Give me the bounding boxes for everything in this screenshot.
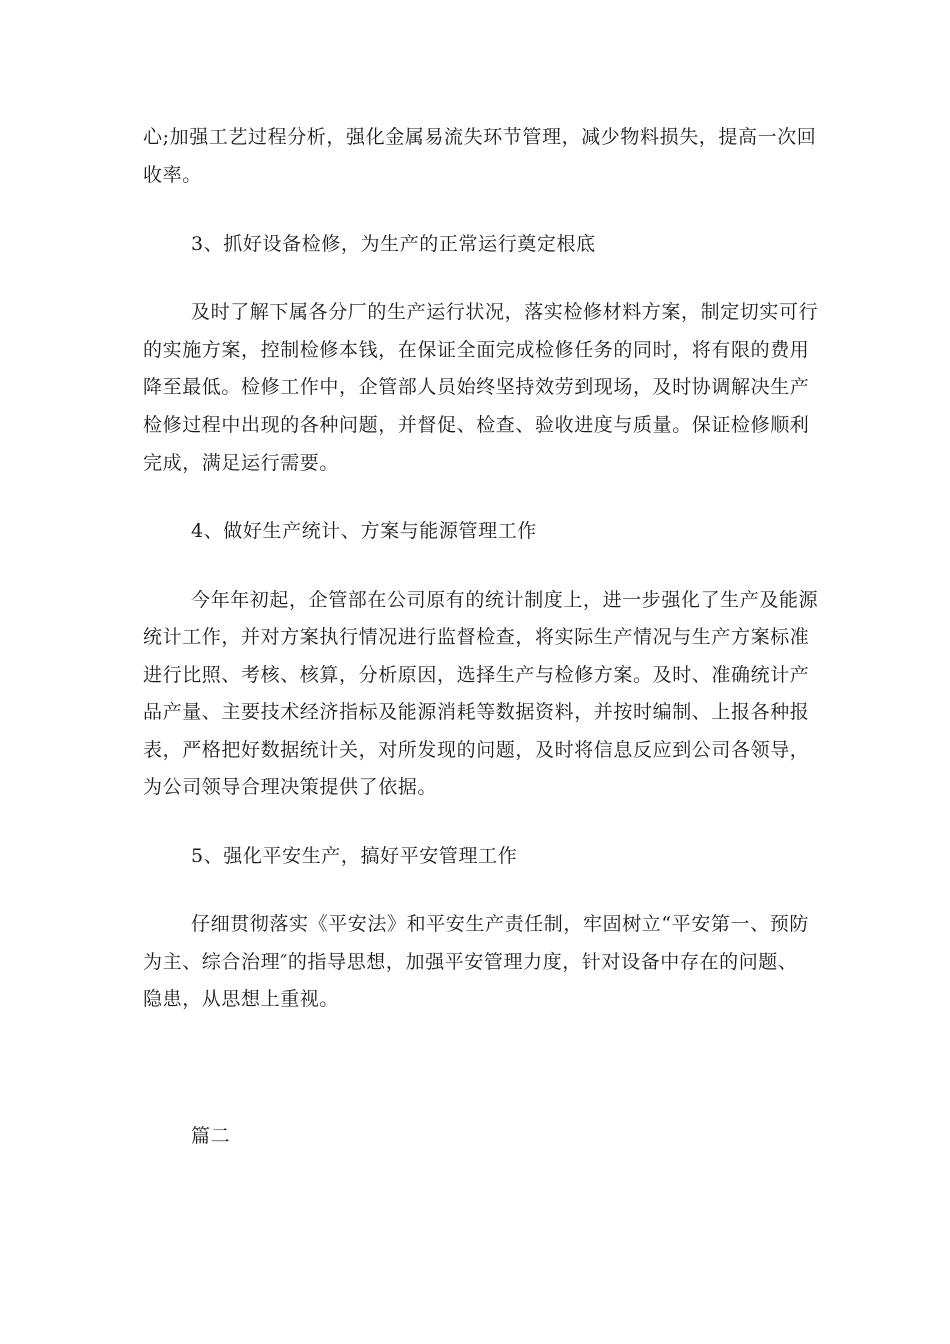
paragraph-line: 今年年初起，企管部在公司原有的统计制度上，进一步强化了生产及能源 (191, 589, 819, 611)
paragraph-line: 统计工作，并对方案执行情况进行监督检查，将实际生产情况与生产方案标准 (143, 626, 810, 648)
paragraph-line: 为主、综合治理″的指导思想，加强平安管理力度，针对设备中存在的问题、 (143, 951, 798, 973)
paragraph-line: 表，严格把好数据统计关，对所发现的问题，及时将信息反应到公司各领导， (143, 739, 810, 761)
section-title-part-two: 篇二 (191, 1125, 231, 1147)
paragraph-line: 的实施方案，控制检修本钱，在保证全面完成检修任务的同时，将有限的费用 (143, 339, 810, 361)
paragraph-line: 品产量、主要技术经济指标及能源消耗等数据资料，并按时编制、上报各种报 (143, 701, 810, 723)
paragraph-line: 检修过程中出现的各种问题，并督促、检查、验收进度与质量。保证检修顺利 (143, 414, 810, 436)
paragraph-line: 心;加强工艺过程分析，强化金属易流失环节管理，减少物料损失，提高一次回 (143, 126, 817, 148)
paragraph-line: 进行比照、考核、核算，分析原因，选择生产与检修方案。及时、准确统计产 (143, 664, 810, 686)
section-heading-3: 3、抓好设备检修，为生产的正常运行奠定根底 (191, 233, 596, 255)
paragraph-line: 收率。 (143, 164, 202, 186)
paragraph-line: 及时了解下属各分厂的生产运行状况，落实检修材料方案，制定切实可行 (191, 301, 819, 323)
section-heading-4: 4、做好生产统计、方案与能源管理工作 (191, 520, 537, 542)
section-heading-5: 5、强化平安生产，搞好平安管理工作 (191, 845, 518, 867)
paragraph-line: 为公司领导合理决策提供了依据。 (143, 776, 438, 798)
paragraph-line: 降至最低。检修工作中，企管部人员始终坚持效劳到现场，及时协调解决生产 (143, 376, 810, 398)
paragraph-line: 隐患，从思想上重视。 (143, 988, 340, 1010)
paragraph-line: 完成，满足运行需要。 (143, 452, 340, 474)
paragraph-line: 仔细贯彻落实《平安法》和平安生产责任制，牢固树立“平安第一、预防 (191, 913, 809, 935)
